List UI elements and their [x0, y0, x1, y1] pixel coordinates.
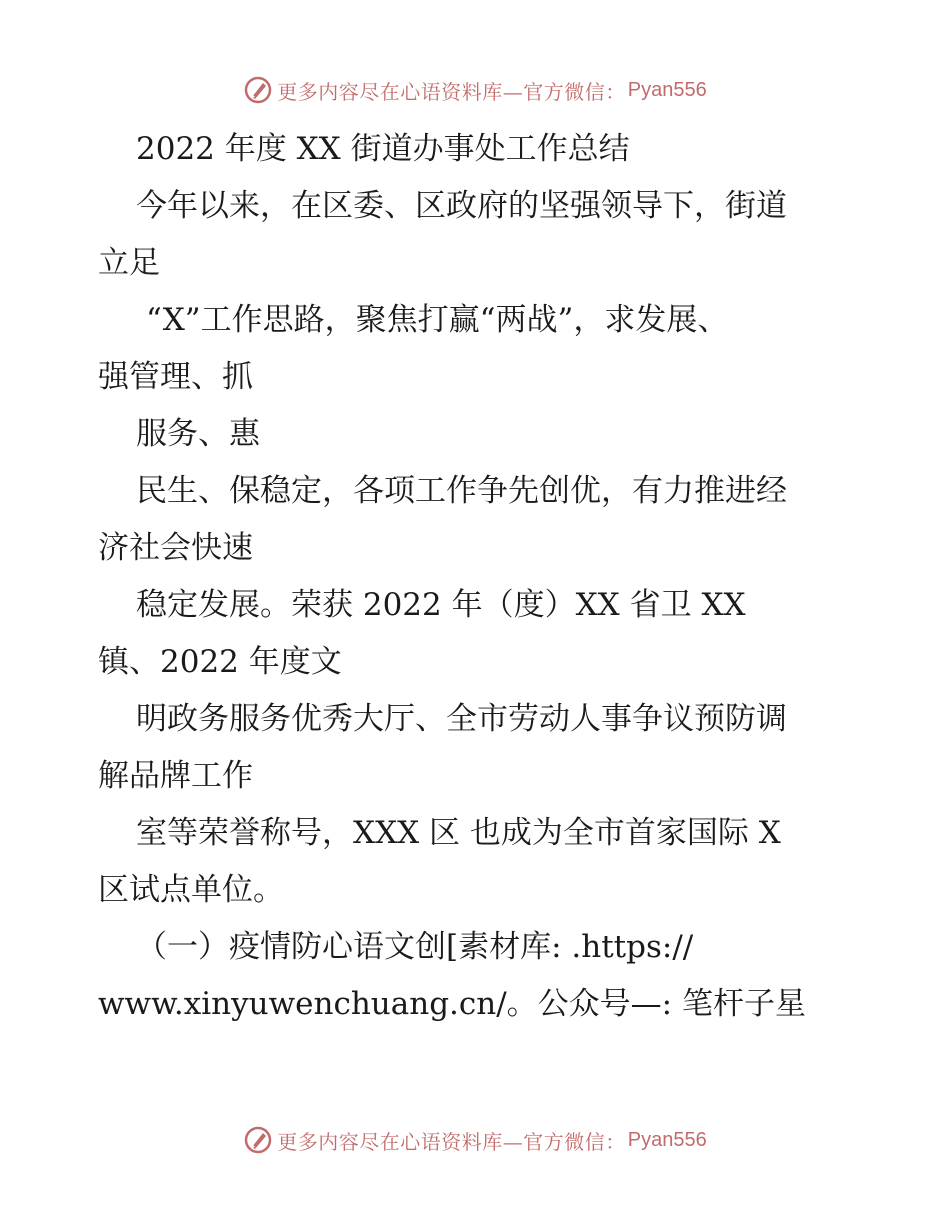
text-line: 镇、2022 年度文	[98, 644, 342, 680]
text-line: （一）疫情防心语文创[素材库: .https://	[136, 929, 694, 965]
text-line: 民生、保稳定，各项工作争先创优，有力推进经	[136, 473, 787, 509]
banner-text: 更多内容尽在心语资料库—官方微信：	[277, 79, 626, 104]
text-line: 室等荣誉称号，XXX 区 也成为全市首家国际 X	[136, 815, 781, 851]
header-watermark-banner	[0, 72, 950, 108]
text-line: “X”工作思路，聚焦打赢“两战”，求发展、	[146, 302, 729, 338]
pen-logo-icon	[243, 1125, 273, 1155]
footer-watermark-banner	[0, 1122, 950, 1158]
text-line: 服务、惠	[136, 416, 260, 452]
text-line: 立足	[98, 245, 160, 281]
text-line: 区试点单位。	[98, 872, 284, 908]
text-line: 稳定发展。荣获 2022 年（度）XX 省卫 XX	[136, 587, 746, 623]
text-line: 今年以来，在区委、区政府的坚强领导下，街道	[136, 188, 787, 224]
banner-wechat-id: Pyan556	[627, 1128, 707, 1151]
document-body	[98, 121, 858, 1033]
text-line: 解品牌工作	[98, 758, 253, 794]
banner-wechat-id: Pyan556	[627, 78, 707, 101]
document-title: 2022 年度 XX 街道办事处工作总结	[136, 131, 630, 167]
text-line: 强管理、抓	[98, 359, 253, 395]
text-line: www.xinyuwenchuang.cn/。公众号—: 笔杆子星	[98, 986, 806, 1022]
text-line: 济社会快速	[98, 530, 253, 566]
banner-text: 更多内容尽在心语资料库—官方微信：	[277, 1129, 626, 1154]
pen-logo-icon	[243, 75, 273, 105]
text-line: 明政务服务优秀大厅、全市劳动人事争议预防调	[136, 701, 787, 737]
